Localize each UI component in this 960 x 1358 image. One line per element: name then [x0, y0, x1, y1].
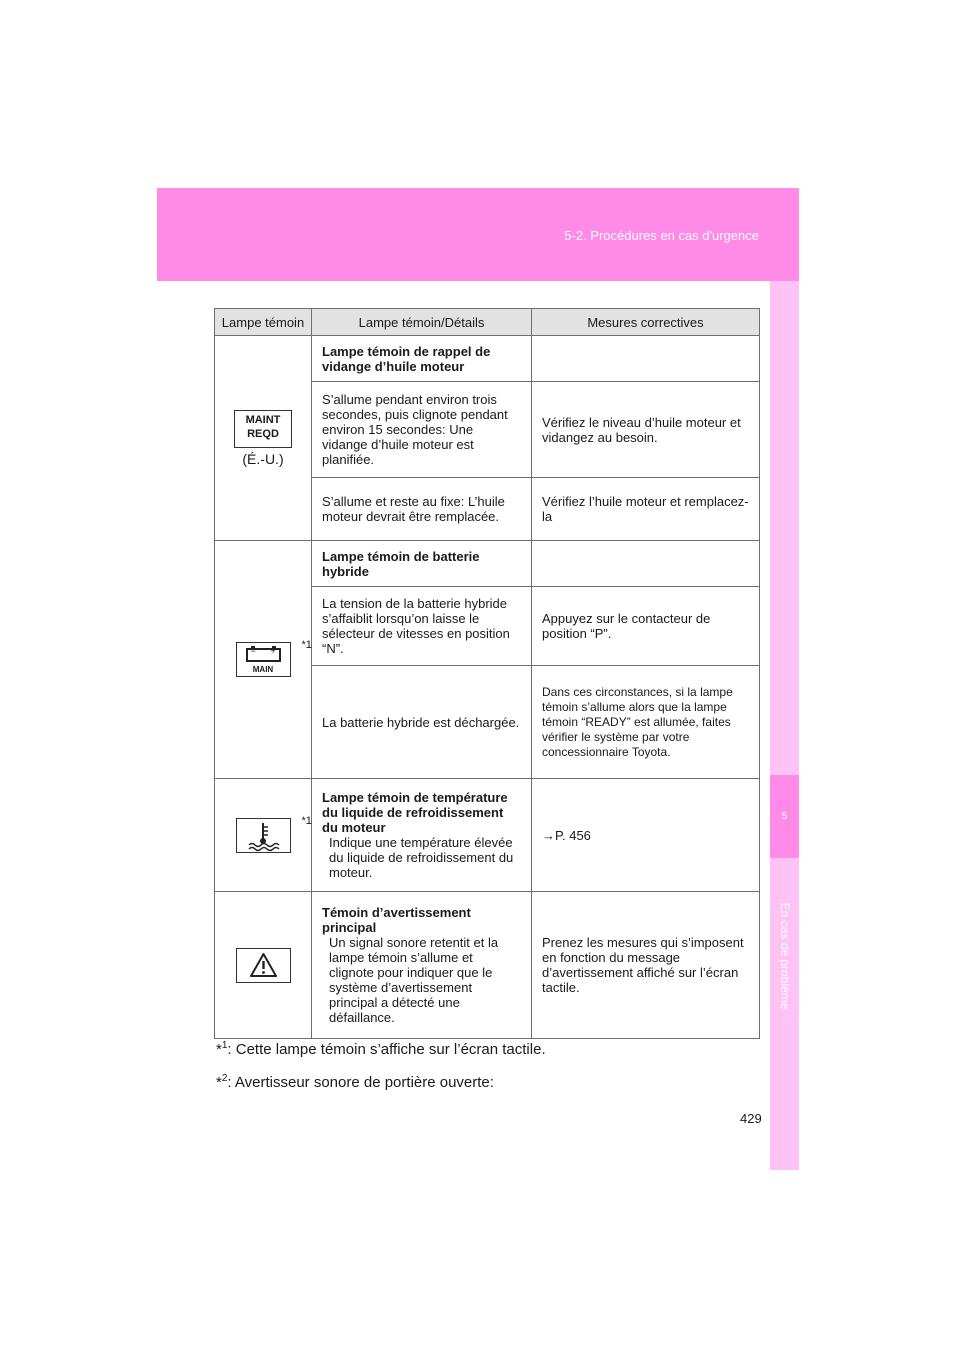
col-header-details: Lampe témoin/Détails: [312, 309, 532, 336]
warning-lights-table: [214, 308, 760, 1039]
footnote-1: [216, 1040, 546, 1058]
chapter-title: En cas de problème: [777, 902, 792, 1010]
battery-icon-wrap: [236, 639, 312, 677]
thermometer-icon: [237, 819, 290, 852]
battery-row2-action: Dans ces circonstances, si la lampe témoin s’allume alors que la lampe témoin “READY” est allumée, faites vérifier le système par votre concessionnaire Toyota.: [532, 666, 760, 779]
footnote-2-text: : Avertisseur sonore de portière ouverte:: [227, 1074, 494, 1091]
battery-footnote-mark: *1: [301, 639, 312, 651]
maint-row2-action: Vérifiez l’huile moteur et remplacez-la: [532, 478, 760, 541]
chapter-title-tab[interactable]: [770, 866, 799, 1046]
coolant-icon-wrap: [236, 814, 312, 853]
table-header-row: [215, 309, 760, 336]
table-row: [215, 541, 760, 587]
battery-title-action: [532, 541, 760, 587]
warning-triangle-icon: [237, 949, 290, 982]
master-title: Témoin d’avertissement principal: [322, 905, 471, 935]
maint-reqd-icon: [234, 410, 292, 448]
footnote-1-num: 1: [221, 1040, 228, 1051]
battery-lamp-cell: [215, 541, 312, 779]
col-header-lamp: Lampe témoin: [215, 309, 312, 336]
maint-row1-detail: S’allume pendant environ trois secondes, puis clignote pendant environ 15 secondes: Une vidange d’huile moteur est planifiée.: [312, 382, 532, 478]
battery-plus: +: [270, 646, 276, 656]
maint-lamp-cell: [215, 336, 312, 541]
maint-icon-text-2: REQD: [247, 427, 279, 440]
battery-row2-detail: La batterie hybride est déchargée.: [312, 666, 532, 779]
table-row: [215, 779, 760, 892]
battery-row1-detail: La tension de la batterie hybride s’affaiblit lorsqu’on laisse le sélecteur de vitesses en position “N”.: [312, 587, 532, 666]
battery-main-label: MAIN: [252, 665, 274, 674]
footnote-2-num: 2: [221, 1073, 228, 1084]
chapter-tab[interactable]: 5: [770, 775, 799, 858]
battery-row1-action: Appuyez sur le contacteur de position “P”.: [532, 587, 760, 666]
master-warning-icon: [236, 948, 291, 983]
footnote-2: [216, 1073, 494, 1091]
battery-icon: [236, 642, 291, 677]
footnote-1-text: : Cette lampe témoin s’affiche sur l’écran tactile.: [227, 1041, 546, 1058]
coolant-title: Lampe témoin de température du liquide de refroidissement du moteur: [322, 790, 508, 835]
table-row: [215, 336, 760, 382]
maint-icon-text-1: MAINT: [245, 413, 281, 426]
master-action: Prenez les mesures qui s’imposent en fonction du message d’avertissement affiché sur l’écran tactile.: [532, 892, 760, 1039]
coolant-detail: Indique une température élevée du liquide de refroidissement du moteur.: [329, 835, 514, 880]
maint-title: Lampe témoin de rappel de vidange d’huile moteur: [312, 336, 532, 382]
master-lamp-cell: [215, 892, 312, 1039]
coolant-action: →P. 456: [532, 779, 760, 892]
coolant-lamp-cell: [215, 779, 312, 892]
coolant-temp-icon: [236, 818, 291, 853]
maint-row2-detail: S’allume et reste au fixe: L’huile moteur devrait être remplacée.: [312, 478, 532, 541]
region-label: (É.-U.): [242, 450, 284, 467]
section-title: 5-2. Procédures en cas d'urgence: [564, 228, 759, 243]
master-details-cell: [312, 892, 532, 1039]
maint-title-action: [532, 336, 760, 382]
table-row: [215, 892, 760, 1039]
footnote-2-mark: *: [216, 1074, 222, 1091]
section-header: [157, 188, 799, 281]
footnote-1-mark: *: [216, 1041, 222, 1058]
battery-minus: −: [250, 646, 256, 656]
maint-row1-action: Vérifiez le niveau d’huile moteur et vidangez au besoin.: [532, 382, 760, 478]
master-detail: Un signal sonore retentit et la lampe témoin s’allume et clignote pour indiquer que le système d’avertissement principal a détecté une défaillance.: [329, 935, 499, 1025]
col-header-actions: Mesures correctives: [532, 309, 760, 336]
coolant-details-cell: [312, 779, 532, 892]
battery-title: Lampe témoin de batterie hybride: [312, 541, 532, 587]
page-number: 429: [740, 1111, 762, 1126]
coolant-footnote-mark: *1: [301, 814, 312, 827]
